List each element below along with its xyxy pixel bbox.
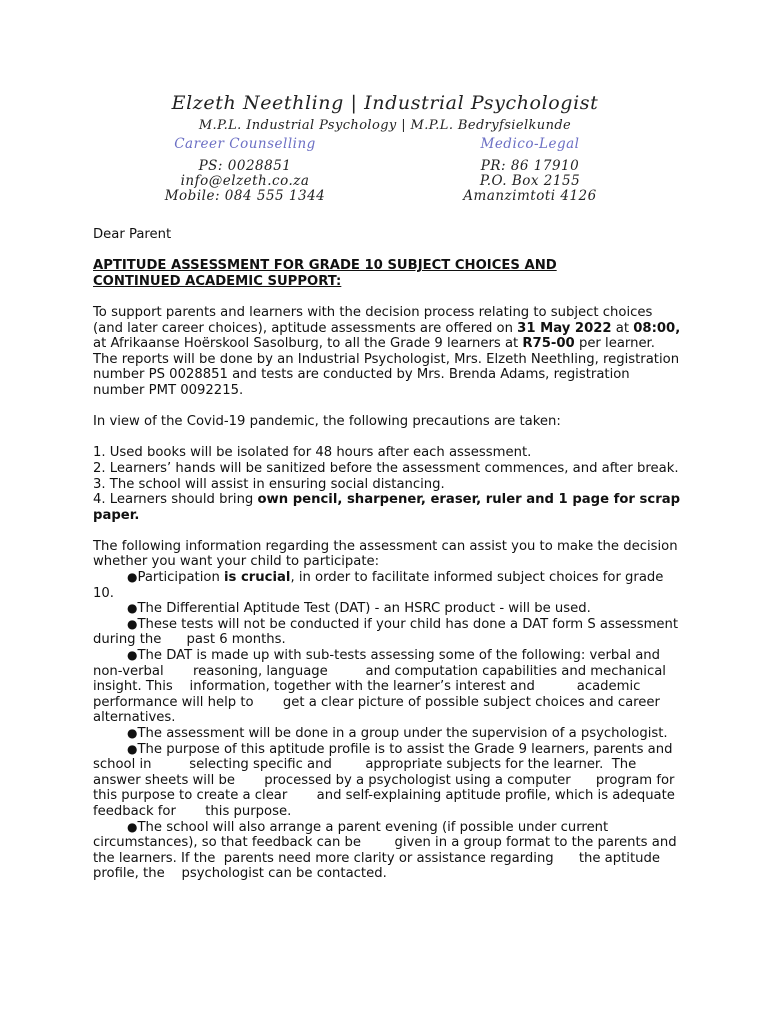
bullet-text: The DAT is made up with sub-tests assessing some of the following: verbal and non-verbal reasoning, language and computation capabilities and mechanical insight. This information, together with the learner’s interest and academic performance will help to get a clear picture of possible subject choices and career alternatives. — [93, 648, 671, 726]
postal-town: Amanzimtoti 4126 — [463, 188, 597, 204]
career-counselling-heading: Career Counselling — [174, 136, 316, 152]
letterhead-subtitle: M.P.L. Industrial Psychology | M.P.L. Bedryfsielkunde — [198, 118, 572, 133]
letterhead-left-column — [130, 137, 360, 204]
info-bullet — [93, 570, 683, 601]
ps-number: PS: 0028851 — [198, 158, 292, 174]
precaution-item: 2. Learners’ hands will be sanitized before the assessment commences, and after break. — [93, 460, 679, 476]
letter-heading-line-1: APTITUDE ASSESSMENT FOR GRADE 10 SUBJECT CHOICES AND — [93, 258, 557, 274]
bullet-icon: ● — [127, 648, 138, 663]
precaution-item: 1. Used books will be isolated for 48 hours after each assessment. — [93, 445, 532, 461]
precaution-item — [93, 492, 683, 523]
bullet-icon: ● — [127, 601, 138, 616]
info-paragraph: The following information regarding the assessment can assist you to make the decision whether you want your child to participate: — [93, 538, 678, 570]
bullet-icon: ● — [127, 726, 138, 740]
info-bullet — [93, 820, 683, 882]
bullet-text: , in order to facilitate informed subject choices for grade 10. — [93, 570, 664, 601]
bullet-icon: ● — [127, 819, 138, 834]
mobile-number: Mobile: 084 555 1344 — [164, 188, 326, 204]
precaution-4-bold: own pencil, sharpener, eraser, ruler and 1 page for scrap paper. — [93, 492, 681, 523]
letterhead-right-column — [415, 137, 645, 204]
bullet-text: The Differential Aptitude Test (DAT) - an HSRC product - will be used. — [137, 601, 591, 617]
info-bullet — [93, 648, 683, 726]
greeting: Dear Parent — [93, 227, 172, 242]
precaution-4-text: 4. Learners should bring — [93, 492, 258, 508]
intro-text-1: To support parents and learners with the decision process relating to subject choices (and later career choices), aptitude assessments are offered on — [93, 304, 653, 336]
email-address[interactable]: info@elzeth.co.za — [180, 173, 310, 189]
precaution-item: 3. The school will assist in ensuring social distancing. — [93, 476, 445, 492]
letter-body — [93, 227, 683, 882]
letterhead-title: Elzeth Neethling | Industrial Psychologist — [171, 92, 599, 114]
po-box: P.O. Box 2155 — [479, 173, 581, 189]
covid-paragraph: In view of the Covid-19 pandemic, the following precautions are taken: — [93, 414, 561, 430]
bullet-icon: ● — [127, 570, 138, 585]
intro-paragraph — [93, 305, 683, 399]
bullet-icon: ● — [127, 741, 138, 756]
info-bullet — [93, 617, 683, 648]
letter-heading — [93, 258, 683, 289]
intro-text-4: per learner. The reports will be done by an Industrial Psychologist, Mrs. Elzeth Neethling, registration number PS 0028851 and tests are conducted by Mrs. Brenda Adams, registration number PMT 0092215. — [93, 336, 680, 398]
info-bullet — [93, 742, 683, 820]
letter-heading-line-2: CONTINUED ACADEMIC SUPPORT: — [93, 273, 342, 289]
assessment-price: R75-00 — [522, 336, 575, 352]
bullet-text: Participation — [137, 570, 225, 586]
medico-legal-heading: Medico-Legal — [480, 136, 580, 152]
info-bullet — [93, 726, 683, 742]
pr-number: PR: 86 17910 — [480, 158, 580, 174]
bullet-text: The school will also arrange a parent evening (if possible under current circumstances), so that feedback can be given in a group format to the parents and the learners. If the parents need more clarity or assistance regarding the aptitude profile, the psychologist can be contacted. — [93, 819, 681, 882]
assessment-date: 31 May 2022 — [517, 320, 612, 336]
bullet-text: The assessment will be done in a group under the supervision of a psychologist. — [137, 726, 668, 741]
intro-text-2: at — [611, 320, 634, 336]
bullet-icon: ● — [127, 616, 138, 631]
bullet-text: The purpose of this aptitude profile is to assist the Grade 9 learners, parents and school in selecting specific and appropriate subjects for the learner. The answer sheets will be processed by a psychologist using a computer program for this purpose to create a clear and self-explaining aptitude profile, which is adequate feedback for this purpose. — [93, 741, 680, 819]
intro-text-3: at Afrikaanse Hoërskool Sasolburg, to all the Grade 9 learners at — [93, 336, 523, 352]
info-bullet — [93, 601, 683, 617]
assessment-time: 08:00, — [633, 320, 681, 336]
bullet-bold: is crucial — [224, 570, 291, 586]
bullet-text: These tests will not be conducted if your child has done a DAT form S assessment during the past 6 months. — [93, 616, 683, 648]
